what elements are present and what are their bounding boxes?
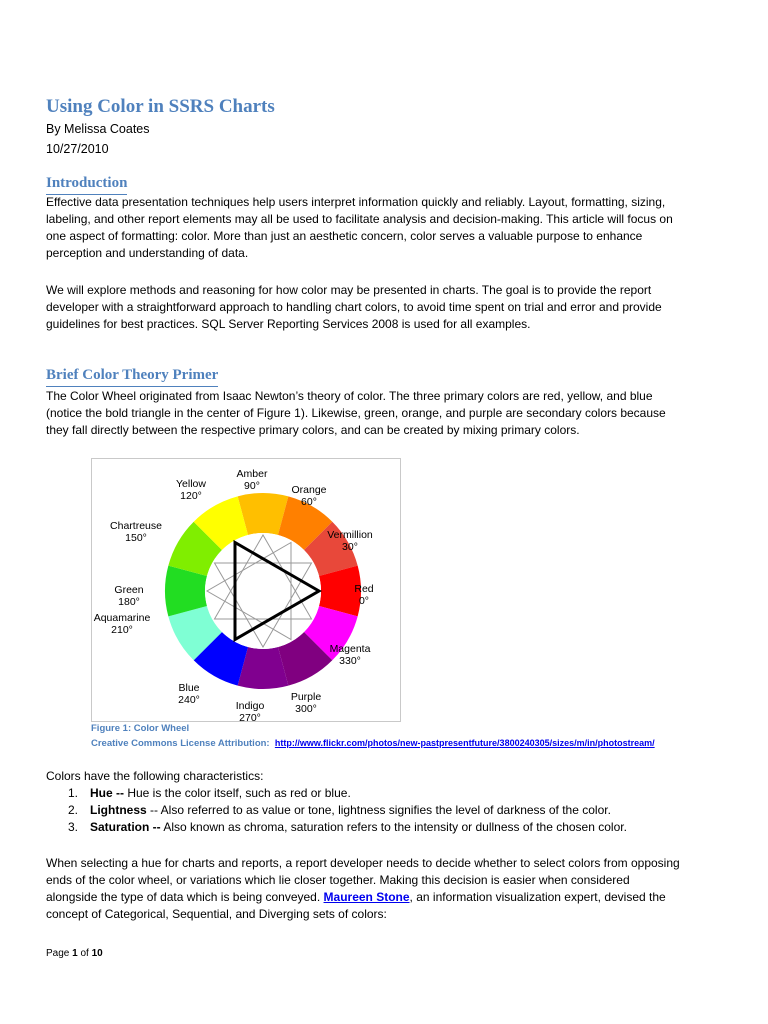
- primer-heading-text: Brief Color Theory Primer: [46, 367, 219, 383]
- wheel-label-red: Red: [354, 583, 374, 595]
- wheel-center: [205, 533, 321, 649]
- wheel-label-vermillion: Vermillion: [327, 529, 373, 541]
- color-wheel-figure: [91, 458, 401, 722]
- text-line: concept of Categorical, Sequential, and Diverging sets of colors:: [46, 907, 387, 921]
- list-term: Lightness: [90, 803, 147, 817]
- wheel-degree-purple: 300°: [295, 703, 317, 715]
- text-line: When selecting a hue for charts and reports, a report developer needs to decide whether to select colors from opposing: [46, 856, 680, 870]
- list-item: [46, 819, 726, 836]
- list-number: 2.: [68, 803, 79, 817]
- author-line: By Melissa Coates: [46, 122, 150, 136]
- wheel-degree-yellow: 120°: [180, 490, 202, 502]
- wheel-label-purple: Purple: [290, 691, 322, 703]
- primer-heading-underline: [46, 386, 218, 387]
- list-item: [46, 802, 726, 819]
- wheel-degree-blue: 240°: [178, 694, 200, 706]
- wheel-degree-magenta: 330°: [339, 655, 361, 667]
- wheel-label-orange: Orange: [291, 484, 327, 496]
- text-line: Effective data presentation techniques help users interpret information quickly and reliably. Layout, formatting, sizing,: [46, 195, 666, 209]
- wheel-degree-vermillion: 30°: [342, 541, 358, 553]
- maureen-stone-link[interactable]: Maureen Stone: [323, 890, 410, 904]
- text-line: one aspect of formatting: color. More than just an aesthetic concern, color serves a valuable purpose to enhance: [46, 229, 643, 243]
- wheel-label-magenta: Magenta: [329, 643, 371, 655]
- figure-attribution: [91, 738, 655, 749]
- wheel-degree-amber: 90°: [244, 480, 260, 492]
- list-term: Saturation --: [90, 820, 161, 834]
- wheel-label-green: Green: [114, 584, 144, 596]
- footer-page-total: 10: [91, 948, 103, 959]
- intro-heading: [46, 175, 127, 195]
- wheel-degree-chartreuse: 150°: [125, 532, 147, 544]
- intro-paragraph-1: [46, 194, 726, 262]
- wheel-degree-green: 180°: [118, 596, 140, 608]
- wheel-label-indigo: Indigo: [235, 700, 265, 712]
- text-line: they fall directly between the respective primary colors, and can be created by mixing primary colors.: [46, 423, 580, 437]
- characteristics-list: [46, 785, 726, 836]
- text-line: ends of the color wheel, or variations which lie closer together. Making this decision is easier when considered: [46, 873, 630, 887]
- page-title: Using Color in SSRS Charts: [46, 96, 275, 117]
- wheel-degree-aquamarine: 210°: [111, 624, 133, 636]
- wheel-degree-orange: 60°: [301, 496, 317, 508]
- selecting-paragraph: [46, 855, 726, 923]
- text-line: The Color Wheel originated from Isaac Newton’s theory of color. The three primary colors are red, yellow, and blue: [46, 389, 653, 403]
- text-fragment: , an information visualization expert, devised the: [409, 890, 666, 904]
- text-line: perception and understanding of data.: [46, 246, 249, 260]
- intro-paragraph-2: [46, 282, 726, 333]
- wheel-label-aquamarine: Aquamarine: [93, 612, 151, 624]
- wheel-label-blue: Blue: [178, 682, 200, 694]
- text-line: guidelines for best practices. SQL Server Reporting Services 2008 is used for all examples.: [46, 317, 531, 331]
- figure-caption: Figure 1: Color Wheel: [91, 723, 190, 734]
- list-text: -- Also referred to as value or tone, lightness signifies the level of darkness of the color.: [146, 803, 611, 817]
- wheel-label-amber: Amber: [236, 468, 268, 480]
- wheel-degree-red: 0°: [358, 595, 370, 607]
- text-line: (notice the bold triangle in the center of Figure 1). Likewise, green, orange, and purple are secondary colors because: [46, 406, 666, 420]
- page-footer: [46, 948, 103, 959]
- text-fragment: alongside the type of data which is being conveyed.: [46, 890, 324, 904]
- footer-page-number: 1: [72, 948, 78, 959]
- primer-paragraph: [46, 388, 726, 439]
- intro-heading-text: Introduction: [46, 175, 128, 191]
- list-number: 1.: [68, 786, 79, 800]
- wheel-label-chartreuse: Chartreuse: [110, 520, 162, 532]
- wheel-degree-indigo: 270°: [239, 712, 261, 721]
- attribution-label: Creative Commons License Attribution:: [91, 738, 270, 749]
- color-wheel-image: [92, 459, 400, 721]
- list-text: Hue is the color itself, such as red or blue.: [124, 786, 351, 800]
- footer-page-label: Page: [46, 948, 73, 959]
- list-number: 3.: [68, 820, 79, 834]
- text-line: developer with a straightforward approach to handling chart colors, to avoid time spent on trial and error and provide: [46, 300, 662, 314]
- text-line: labeling, and other report elements may all be used to facilitate analysis and decision-making. This article will focus on: [46, 212, 673, 226]
- list-term: Hue --: [90, 786, 124, 800]
- list-item: [46, 785, 726, 802]
- date-line: 10/27/2010: [46, 142, 109, 156]
- characteristics-intro: Colors have the following characteristics:: [46, 769, 264, 783]
- text-line: We will explore methods and reasoning for how color may be presented in charts. The goal is to provide the report: [46, 283, 652, 297]
- footer-of-label: of: [77, 948, 92, 959]
- wheel-label-yellow: Yellow: [176, 478, 206, 490]
- attribution-link[interactable]: http://www.flickr.com/photos/new-pastpresentfuture/3800240305/sizes/m/in/photostream/: [274, 738, 655, 748]
- primer-heading: [46, 367, 218, 387]
- list-text: Also known as chroma, saturation refers to the intensity or dullness of the chosen color.: [160, 820, 627, 834]
- text-line: [46, 889, 726, 906]
